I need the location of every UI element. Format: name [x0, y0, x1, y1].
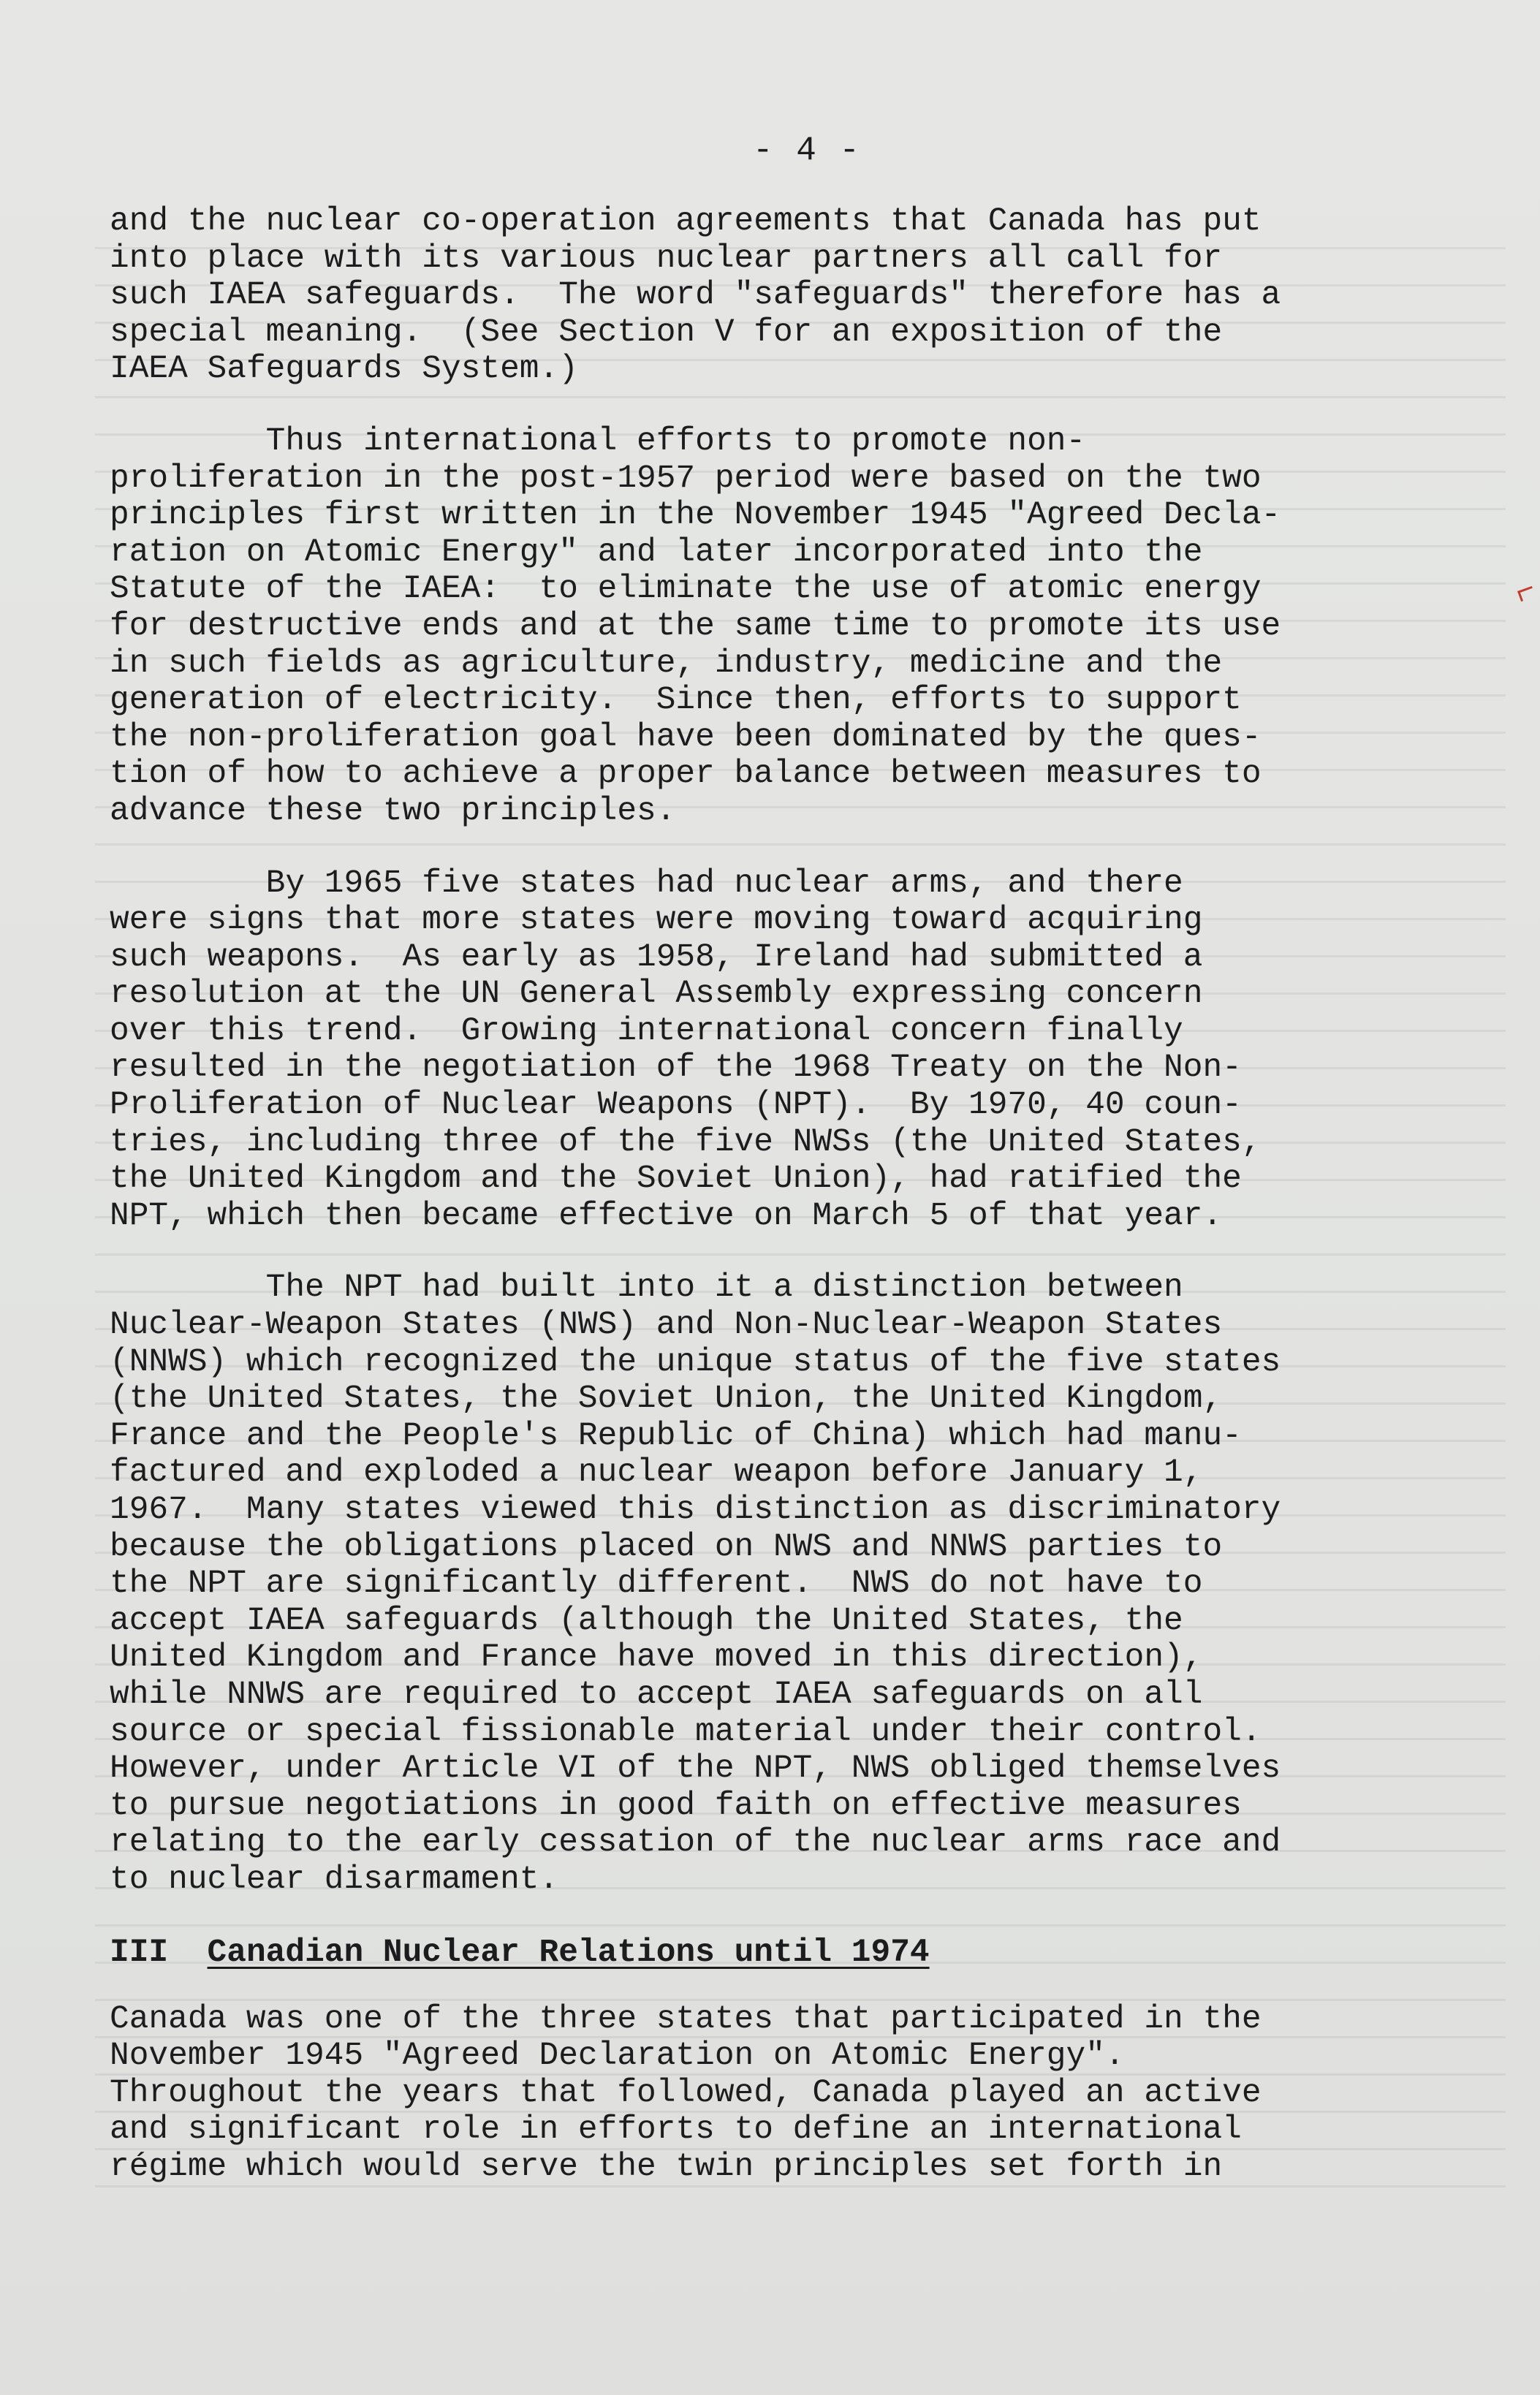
paragraph-3: [110, 865, 1484, 1235]
text-line: to pursue negotiations in good faith on effective measures: [110, 1787, 1242, 1824]
text-line: relating to the early cessation of the nuclear arms race and: [110, 1824, 1281, 1861]
text-line: United Kingdom and France have moved in this direction),: [110, 1639, 1203, 1677]
text-line: régime which would serve the twin principles set forth in: [110, 2148, 1223, 2185]
text-line: in such fields as agriculture, industry, medicine and the: [110, 645, 1223, 682]
paragraph-2: [110, 423, 1484, 830]
text-line: Nuclear-Weapon States (NWS) and Non-Nuclear-Weapon States: [110, 1307, 1223, 1344]
page-number: - 4 -: [753, 132, 862, 170]
text-line: the United Kingdom and the Soviet Union), had ratified the: [110, 1161, 1242, 1198]
text-line: ration on Atomic Energy" and later incorporated into the: [110, 534, 1203, 571]
text-line: the NPT are significantly different. NWS do not have to: [110, 1565, 1203, 1603]
paragraph-gap: [110, 1899, 1484, 1934]
text-line: Proliferation of Nuclear Weapons (NPT). By 1970, 40 coun-: [110, 1087, 1242, 1124]
text-line: The NPT had built into it a distinction between: [110, 1269, 1183, 1307]
text-line: the non-proliferation goal have been dominated by the ques-: [110, 718, 1262, 756]
text-line: NPT, which then became effective on March 5 of that year.: [110, 1197, 1223, 1234]
text-line: source or special fissionable material under their control.: [110, 1713, 1262, 1750]
text-line: because the obligations placed on NWS and NNWS parties to: [110, 1528, 1223, 1565]
text-line: November 1945 "Agreed Declaration on Atomic Energy".: [110, 2038, 1125, 2075]
text-line: 1967. Many states viewed this distinction as discriminatory: [110, 1492, 1281, 1528]
text-line: resolution at the UN General Assembly expressing concern: [110, 976, 1203, 1013]
text-line: such weapons. As early as 1958, Ireland had submitted a: [110, 938, 1203, 976]
text-line: into place with its various nuclear partners all call for: [110, 240, 1223, 277]
text-line: Thus international efforts to promote non-: [110, 422, 1086, 460]
text-line: and significant role in efforts to define an international: [110, 2111, 1242, 2149]
section-heading: [110, 1934, 1484, 1972]
text-line: special meaning. (See Section V for an exposition of the: [110, 314, 1223, 351]
text-line: such IAEA safeguards. The word "safeguards" therefore has a: [110, 277, 1281, 314]
document-body: [110, 203, 1484, 2186]
text-line: France and the People's Republic of China) which had manu-: [110, 1417, 1242, 1454]
text-line: By 1965 five states had nuclear arms, and there: [110, 865, 1183, 902]
paragraph-1: [110, 203, 1484, 388]
text-line: Canada was one of the three states that participated in the: [110, 2000, 1262, 2038]
paragraph-gap: [110, 1972, 1484, 2001]
text-line: accept IAEA safeguards (although the United States, the: [110, 1602, 1183, 1639]
text-line: were signs that more states were moving toward acquiring: [110, 902, 1203, 939]
text-line: advance these two principles.: [110, 792, 676, 830]
paragraph-gap: [110, 388, 1484, 423]
paragraph-gap: [110, 1234, 1484, 1269]
text-line: Throughout the years that followed, Canada played an active: [110, 2074, 1262, 2111]
text-line: and the nuclear co-operation agreements that Canada has put: [110, 203, 1262, 240]
text-line: proliferation in the post-1957 period were based on the two: [110, 460, 1262, 497]
text-line: generation of electricity. Since then, efforts to support: [110, 682, 1242, 719]
text-line: to nuclear disarmament.: [110, 1861, 559, 1898]
text-line: over this trend. Growing international concern finally: [110, 1012, 1183, 1050]
text-line: for destructive ends and at the same time to promote its use: [110, 607, 1281, 645]
paragraph-4: [110, 1269, 1484, 1898]
text-line: tries, including three of the five NWSs (the United States,: [110, 1123, 1262, 1161]
text-line: IAEA Safeguards System.): [110, 351, 578, 388]
text-line: while NNWS are required to accept IAEA safeguards on all: [110, 1676, 1203, 1713]
text-line: factured and exploded a nuclear weapon before January 1,: [110, 1454, 1203, 1492]
text-line: principles first written in the November 1945 "Agreed Decla-: [110, 497, 1281, 534]
text-line: tion of how to achieve a proper balance between measures to: [110, 756, 1262, 793]
paragraph-gap: [110, 830, 1484, 865]
paragraph-5: [110, 2001, 1484, 2186]
margin-check-mark: [1517, 586, 1536, 601]
text-line: (the United States, the Soviet Union, the United Kingdom,: [110, 1381, 1223, 1418]
section-title: Canadian Nuclear Relations until 1974: [207, 1934, 930, 1971]
text-line: (NNWS) which recognized the unique status of the five states: [110, 1343, 1281, 1381]
text-line: resulted in the negotiation of the 1968 Treaty on the Non-: [110, 1050, 1242, 1087]
text-line: Statute of the IAEA: to eliminate the use of atomic energy: [110, 571, 1262, 608]
text-line: However, under Article VI of the NPT, NWS obliged themselves: [110, 1750, 1281, 1788]
section-number: III: [110, 1934, 169, 1971]
